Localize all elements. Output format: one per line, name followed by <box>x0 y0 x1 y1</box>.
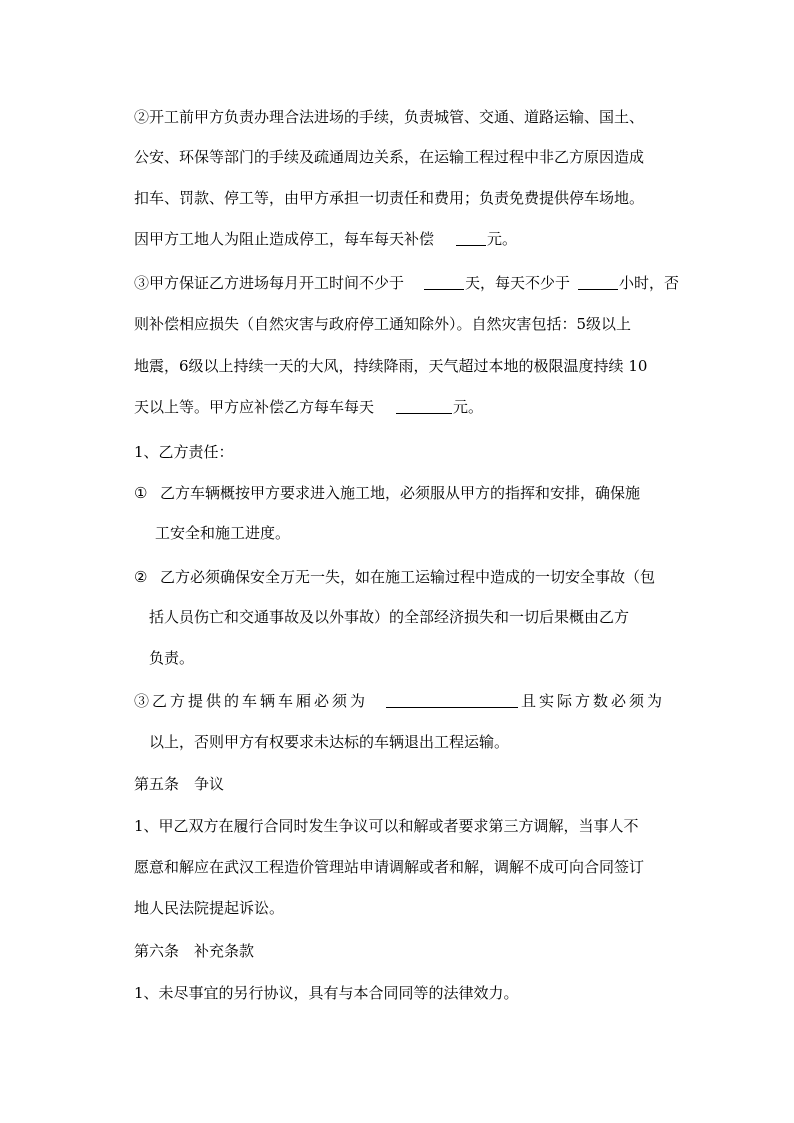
paragraph-line <box>0 896 794 920</box>
line-text: 1、未尽事宜的另行协议，具有与本合同同等的法律效力。 <box>134 984 519 1002</box>
line-text: 因甲方工地人为阻止造成停工，每车每天补偿 <box>134 230 435 248</box>
line-text: 地人民法院提起诉讼。 <box>134 899 285 917</box>
blank-underline <box>386 693 518 708</box>
line-text: 公安、环保等部门的手续及疏通周边关系，在运输工程过程中非乙方原因造成 <box>134 148 645 166</box>
line-text: 第六条 补充条款 <box>134 942 255 960</box>
line-text: 1、甲乙双方在履行合同时发生争议可以和解或者要求第三方调解，当事人不 <box>134 817 639 835</box>
article-heading <box>0 939 794 963</box>
section-heading <box>0 440 794 464</box>
blank-underline <box>396 399 452 414</box>
line-text: 以上，否则甲方有权要求未达标的车辆退出工程运输。 <box>149 733 510 751</box>
paragraph-line <box>0 227 794 251</box>
paragraph-line <box>0 605 794 629</box>
paragraph-line <box>0 855 794 879</box>
line-text: 乙方车辆概按甲方要求进入施工地，必须服从甲方的指挥和安排，确保施 <box>160 484 641 502</box>
line-text: 扣车、罚款、停工等，由甲方承担一切责任和费用；负责免费提供停车场地。 <box>134 189 645 207</box>
line-text: 负责。 <box>149 649 195 667</box>
line-text: 第五条 争议 <box>134 775 225 793</box>
line-text: 天，每天不少于 <box>465 274 571 292</box>
line-text: 元。 <box>453 398 484 416</box>
item-marker: ① <box>134 484 148 502</box>
paragraph-line <box>0 730 794 754</box>
paragraph-line <box>0 981 794 1005</box>
line-text: ③乙方提供的车辆车厢必须为 <box>134 692 369 710</box>
paragraph-line <box>0 354 794 378</box>
line-text: 愿意和解应在武汉工程造价管理站申请调解或者和解，调解不成可向合同签订 <box>134 858 645 876</box>
blank-underline <box>456 231 486 246</box>
paragraph-line <box>0 186 794 210</box>
line-text: 1、乙方责任： <box>134 443 234 461</box>
line-text: 地震，6级以上持续一天的大风，持续降雨，天气超过本地的极限温度持续 10 <box>134 357 648 375</box>
blank-underline <box>424 275 464 290</box>
paragraph-line <box>0 271 794 295</box>
paragraph-line <box>0 145 794 169</box>
line-text: 且实际方数必须为 <box>521 692 666 710</box>
line-text: 小时，否 <box>619 274 680 292</box>
paragraph-line <box>0 814 794 838</box>
paragraph-line <box>0 521 794 545</box>
item-marker: ② <box>134 568 148 586</box>
paragraph-line <box>0 689 794 713</box>
line-text: 工安全和施工进度。 <box>155 524 291 542</box>
line-text: ②开工前甲方负责办理合法进场的手续，负责城管、交通、道路运输、国土、 <box>134 108 645 126</box>
blank-underline <box>578 275 618 290</box>
article-heading <box>0 772 794 796</box>
line-text: 则补偿相应损失（自然灾害与政府停工通知除外）。自然灾害包括：5级以上 <box>134 315 632 333</box>
line-text: 元。 <box>487 230 518 248</box>
paragraph-line <box>0 105 794 129</box>
paragraph-line <box>0 395 794 419</box>
line-text: 天以上等。甲方应补偿乙方每车每天 <box>134 398 375 416</box>
paragraph-line <box>0 312 794 336</box>
paragraph-line <box>0 646 794 670</box>
list-item <box>0 565 794 589</box>
line-text: ③甲方保证乙方进场每月开工时间不少于 <box>134 274 405 292</box>
line-text: 括人员伤亡和交通事故及以外事故）的全部经济损失和一切后果概由乙方 <box>149 608 630 626</box>
list-item <box>0 481 794 505</box>
line-text: 乙方必须确保安全万无一失，如在施工运输过程中造成的一切安全事故（包 <box>160 568 656 586</box>
